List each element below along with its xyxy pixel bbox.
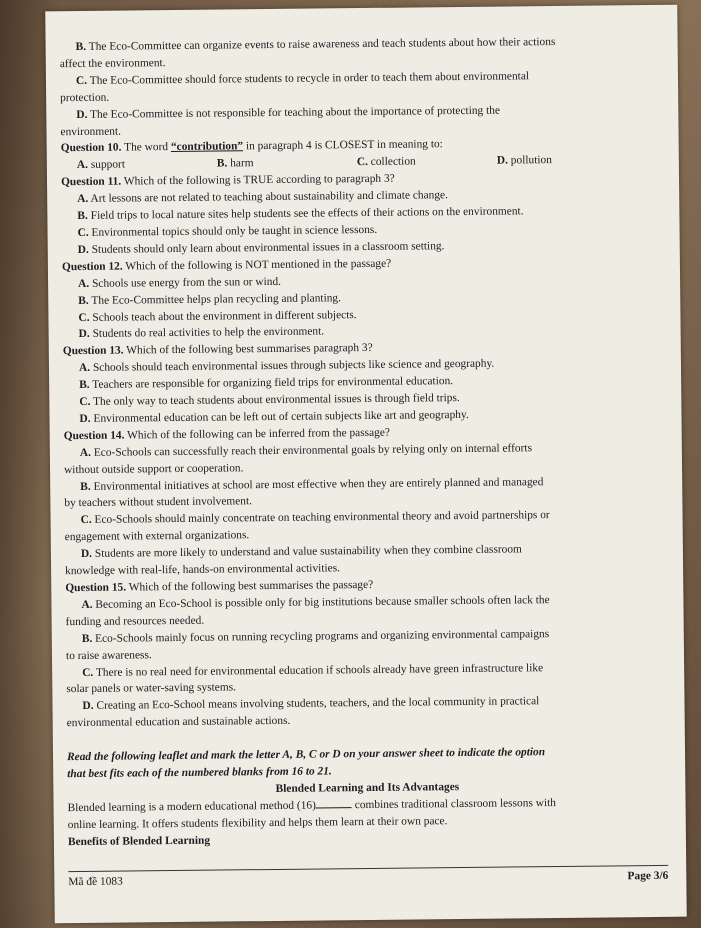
- q12-option-b: B. The Eco-Committee helps plan recycling and planting.: [78, 291, 342, 307]
- q15-stem: Question 15. Which of the following best summarises the passage?: [65, 578, 374, 595]
- q14-option-d-cont: knowledge with real-life, hands-on environmental activities.: [65, 562, 341, 578]
- q9-option-d: D. The Eco-Committee is not responsible for teaching about the importance of protecting the: [76, 104, 501, 121]
- q12-option-d: D. Students do real activities to help the environment.: [78, 325, 325, 341]
- benefits-heading: Benefits of Blended Learning: [67, 834, 211, 848]
- q12-option-a: A. Schools use energy from the sun or wind.: [78, 275, 282, 290]
- page-content: [60, 33, 668, 851]
- q10-option-b: B. harm: [216, 157, 254, 170]
- q14-option-a-cont: without outside support or cooperation.: [63, 461, 244, 476]
- q15-option-b: B. Eco-Schools mainly focus on running recycling programs and organizing environmental campaigns: [81, 627, 550, 645]
- blank-16: [316, 797, 352, 808]
- q15-option-c: C. There is no real need for environmental education if schools already have green infrastructure like: [82, 661, 544, 679]
- q12-option-c: C. Schools teach about the environment in different subjects.: [78, 308, 357, 324]
- q11-option-a: A. Art lessons are not related to teaching about sustainability and climate change.: [77, 189, 448, 206]
- q13-option-c: C. The only way to teach students about environmental issues is through field trips.: [79, 392, 460, 409]
- q15-option-c-cont: solar panels or water-saving systems.: [66, 681, 237, 696]
- q14-option-b: B. Environmental initiatives at school are most effective when they are entirely planned and managed: [80, 475, 544, 493]
- leaflet-paragraph-1: Blended learning is a modern educational method (16) combines traditional classroom lessons with: [67, 796, 557, 815]
- exam-code: Mã đề 1083: [68, 875, 123, 889]
- q9-option-b: B. The Eco-Committee can organize events to raise awareness and teach students about how their actions: [75, 35, 556, 54]
- leaflet-paragraph-1-cont: online learning. It offers students flexibility and helps them learn at their own pace.: [67, 814, 448, 831]
- page-number: Page 3/6: [627, 869, 669, 883]
- q9-option-b-cont: affect the environment.: [59, 56, 166, 71]
- q10-option-a: A. support: [76, 158, 126, 172]
- q12-stem: Question 12. Which of the following is NOT mentioned in the passage?: [61, 257, 392, 273]
- q15-option-a: A. Becoming an Eco-School is possible only for big institutions because smaller schools often lack the: [81, 593, 550, 611]
- q11-stem: Question 11. Which of the following is TRUE according to paragraph 3?: [60, 172, 395, 189]
- page-footer: [68, 865, 668, 888]
- q13-stem: Question 13. Which of the following best summarises paragraph 3?: [62, 342, 373, 358]
- q15-option-d: D. Creating an Eco-School means involving students, teachers, and the local community in practical: [82, 695, 540, 713]
- q13-option-d: D. Environmental education can be left out of certain subjects like art and geography.: [79, 408, 469, 425]
- q13-option-a: A. Schools should teach environmental issues through subjects like science and geography.: [78, 357, 495, 375]
- q9-option-c: C. The Eco-Committee should force students to recycle in order to teach them about environmental: [75, 70, 530, 87]
- section-instruction: Read the following leaflet and mark the letter A, B, C or D on your answer sheet to indicate the option that best fits each of the numbered blanks from 16 to 21.: [66, 746, 546, 781]
- q10-stem: Question 10. The word “contribution” in paragraph 4 is CLOSEST in meaning to:: [60, 138, 443, 155]
- q11-option-b: B. Field trips to local nature sites help students see the effects of their actions on the environment.: [77, 205, 524, 223]
- q14-option-c: C. Eco-Schools should mainly concentrate on teaching environmental theory and avoid partnerships or: [80, 509, 550, 527]
- q15-option-a-cont: funding and resources needed.: [65, 614, 205, 628]
- q14-option-d: D. Students are more likely to understand and value sustainability when they combine classroom: [80, 543, 522, 561]
- q11-option-c: C. Environmental topics should only be taught in science lessons.: [77, 223, 378, 239]
- q15-option-d-cont: environmental education and sustainable actions.: [66, 715, 291, 730]
- q14-stem: Question 14. Which of the following can be inferred from the passage?: [63, 426, 391, 443]
- q10-option-d: D. pollution: [496, 154, 552, 167]
- q14-option-b-cont: by teachers without student involvement.: [64, 495, 253, 510]
- q9-option-d-cont: environment.: [60, 125, 121, 138]
- q14-option-c-cont: engagement with external organizations.: [64, 529, 250, 544]
- q11-option-d: D. Students should only learn about environmental issues in a classroom setting.: [77, 240, 445, 256]
- exam-page: [45, 5, 687, 924]
- q10-target-word: “contribution”: [170, 140, 244, 154]
- q13-option-b: B. Teachers are responsible for organizing field trips for environmental education.: [79, 375, 454, 392]
- q15-option-b-cont: to raise awareness.: [65, 648, 152, 662]
- q14-option-a: A. Eco-Schools can successfully reach their environmental goals by relying only on internal efforts: [79, 442, 533, 459]
- q9-option-c-cont: protection.: [60, 91, 110, 104]
- q10-option-c: C. collection: [356, 155, 416, 169]
- leaflet-title: Blended Learning and Its Advantages: [275, 781, 460, 795]
